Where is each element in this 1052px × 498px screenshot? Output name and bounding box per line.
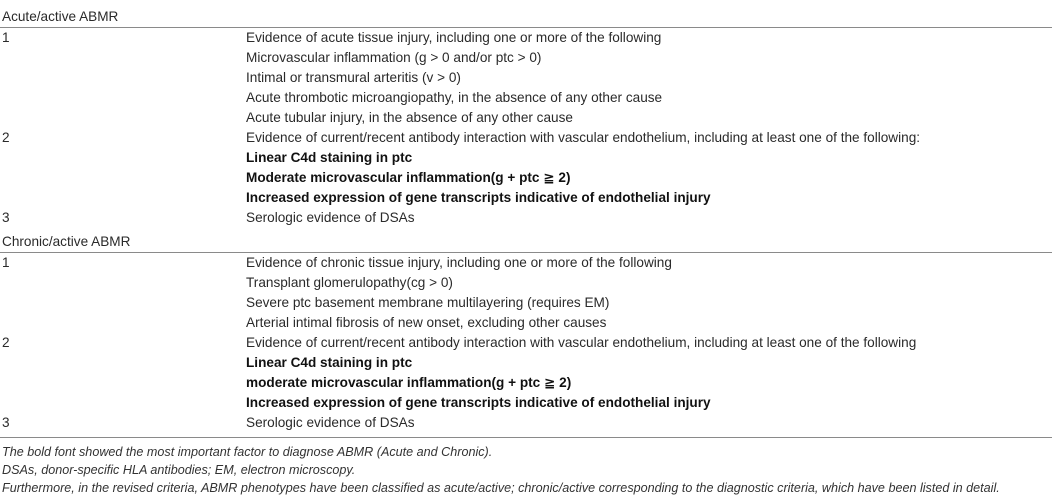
criterion-line: Moderate microvascular inflammation(g + ptc ≧ 2) (246, 170, 571, 185)
criterion-line: Serologic evidence of DSAs (246, 415, 415, 430)
table-bottom-rule (0, 437, 1052, 438)
criterion-line: Evidence of chronic tissue injury, including one or more of the following (246, 255, 672, 270)
criterion-line: Transplant glomerulopathy(cg > 0) (246, 275, 453, 290)
criterion-number: 3 (2, 210, 10, 225)
section-title: Chronic/active ABMR (2, 234, 131, 249)
criterion-line: Severe ptc basement membrane multilayering (requires EM) (246, 295, 610, 310)
criterion-line: Evidence of current/recent antibody interaction with vascular endothelium, including at least one of the following: (246, 130, 921, 145)
criterion-number: 1 (2, 255, 10, 270)
criterion-line: Increased expression of gene transcripts indicative of endothelial injury (246, 190, 711, 205)
criterion-number: 2 (2, 335, 10, 350)
criterion-line: Evidence of current/recent antibody interaction with vascular endothelium, including at least one of the following (246, 335, 917, 350)
criterion-line: Acute tubular injury, in the absence of any other cause (246, 110, 573, 125)
criterion-line: Evidence of acute tissue injury, including one or more of the following (246, 30, 662, 45)
criterion-line: Microvascular inflammation (g > 0 and/or ptc > 0) (246, 50, 542, 65)
criterion-line: Arterial intimal fibrosis of new onset, excluding other causes (246, 315, 607, 330)
criterion-number: 3 (2, 415, 10, 430)
footnote: The bold font showed the most important factor to diagnose ABMR (Acute and Chronic). (2, 445, 493, 459)
criterion-line: Linear C4d staining in ptc (246, 355, 413, 370)
criterion-line: Linear C4d staining in ptc (246, 150, 413, 165)
criterion-line: Acute thrombotic microangiopathy, in the absence of any other cause (246, 90, 663, 105)
criterion-number: 2 (2, 130, 10, 145)
criterion-line: Increased expression of gene transcripts indicative of endothelial injury (246, 395, 711, 410)
criterion-line: moderate microvascular inflammation(g + ptc ≧ 2) (246, 375, 572, 390)
footnote: DSAs, donor-specific HLA antibodies; EM, electron microscopy. (2, 463, 356, 477)
criterion-number: 1 (2, 30, 10, 45)
footnote: Furthermore, in the revised criteria, ABMR phenotypes have been classified as acute/active; chronic/active corresponding to the diagnostic criteria, which have been listed in detail. (2, 481, 1000, 495)
criterion-line: Intimal or transmural arteritis (v > 0) (246, 70, 461, 85)
section-title: Acute/active ABMR (2, 9, 119, 24)
criterion-line: Serologic evidence of DSAs (246, 210, 415, 225)
